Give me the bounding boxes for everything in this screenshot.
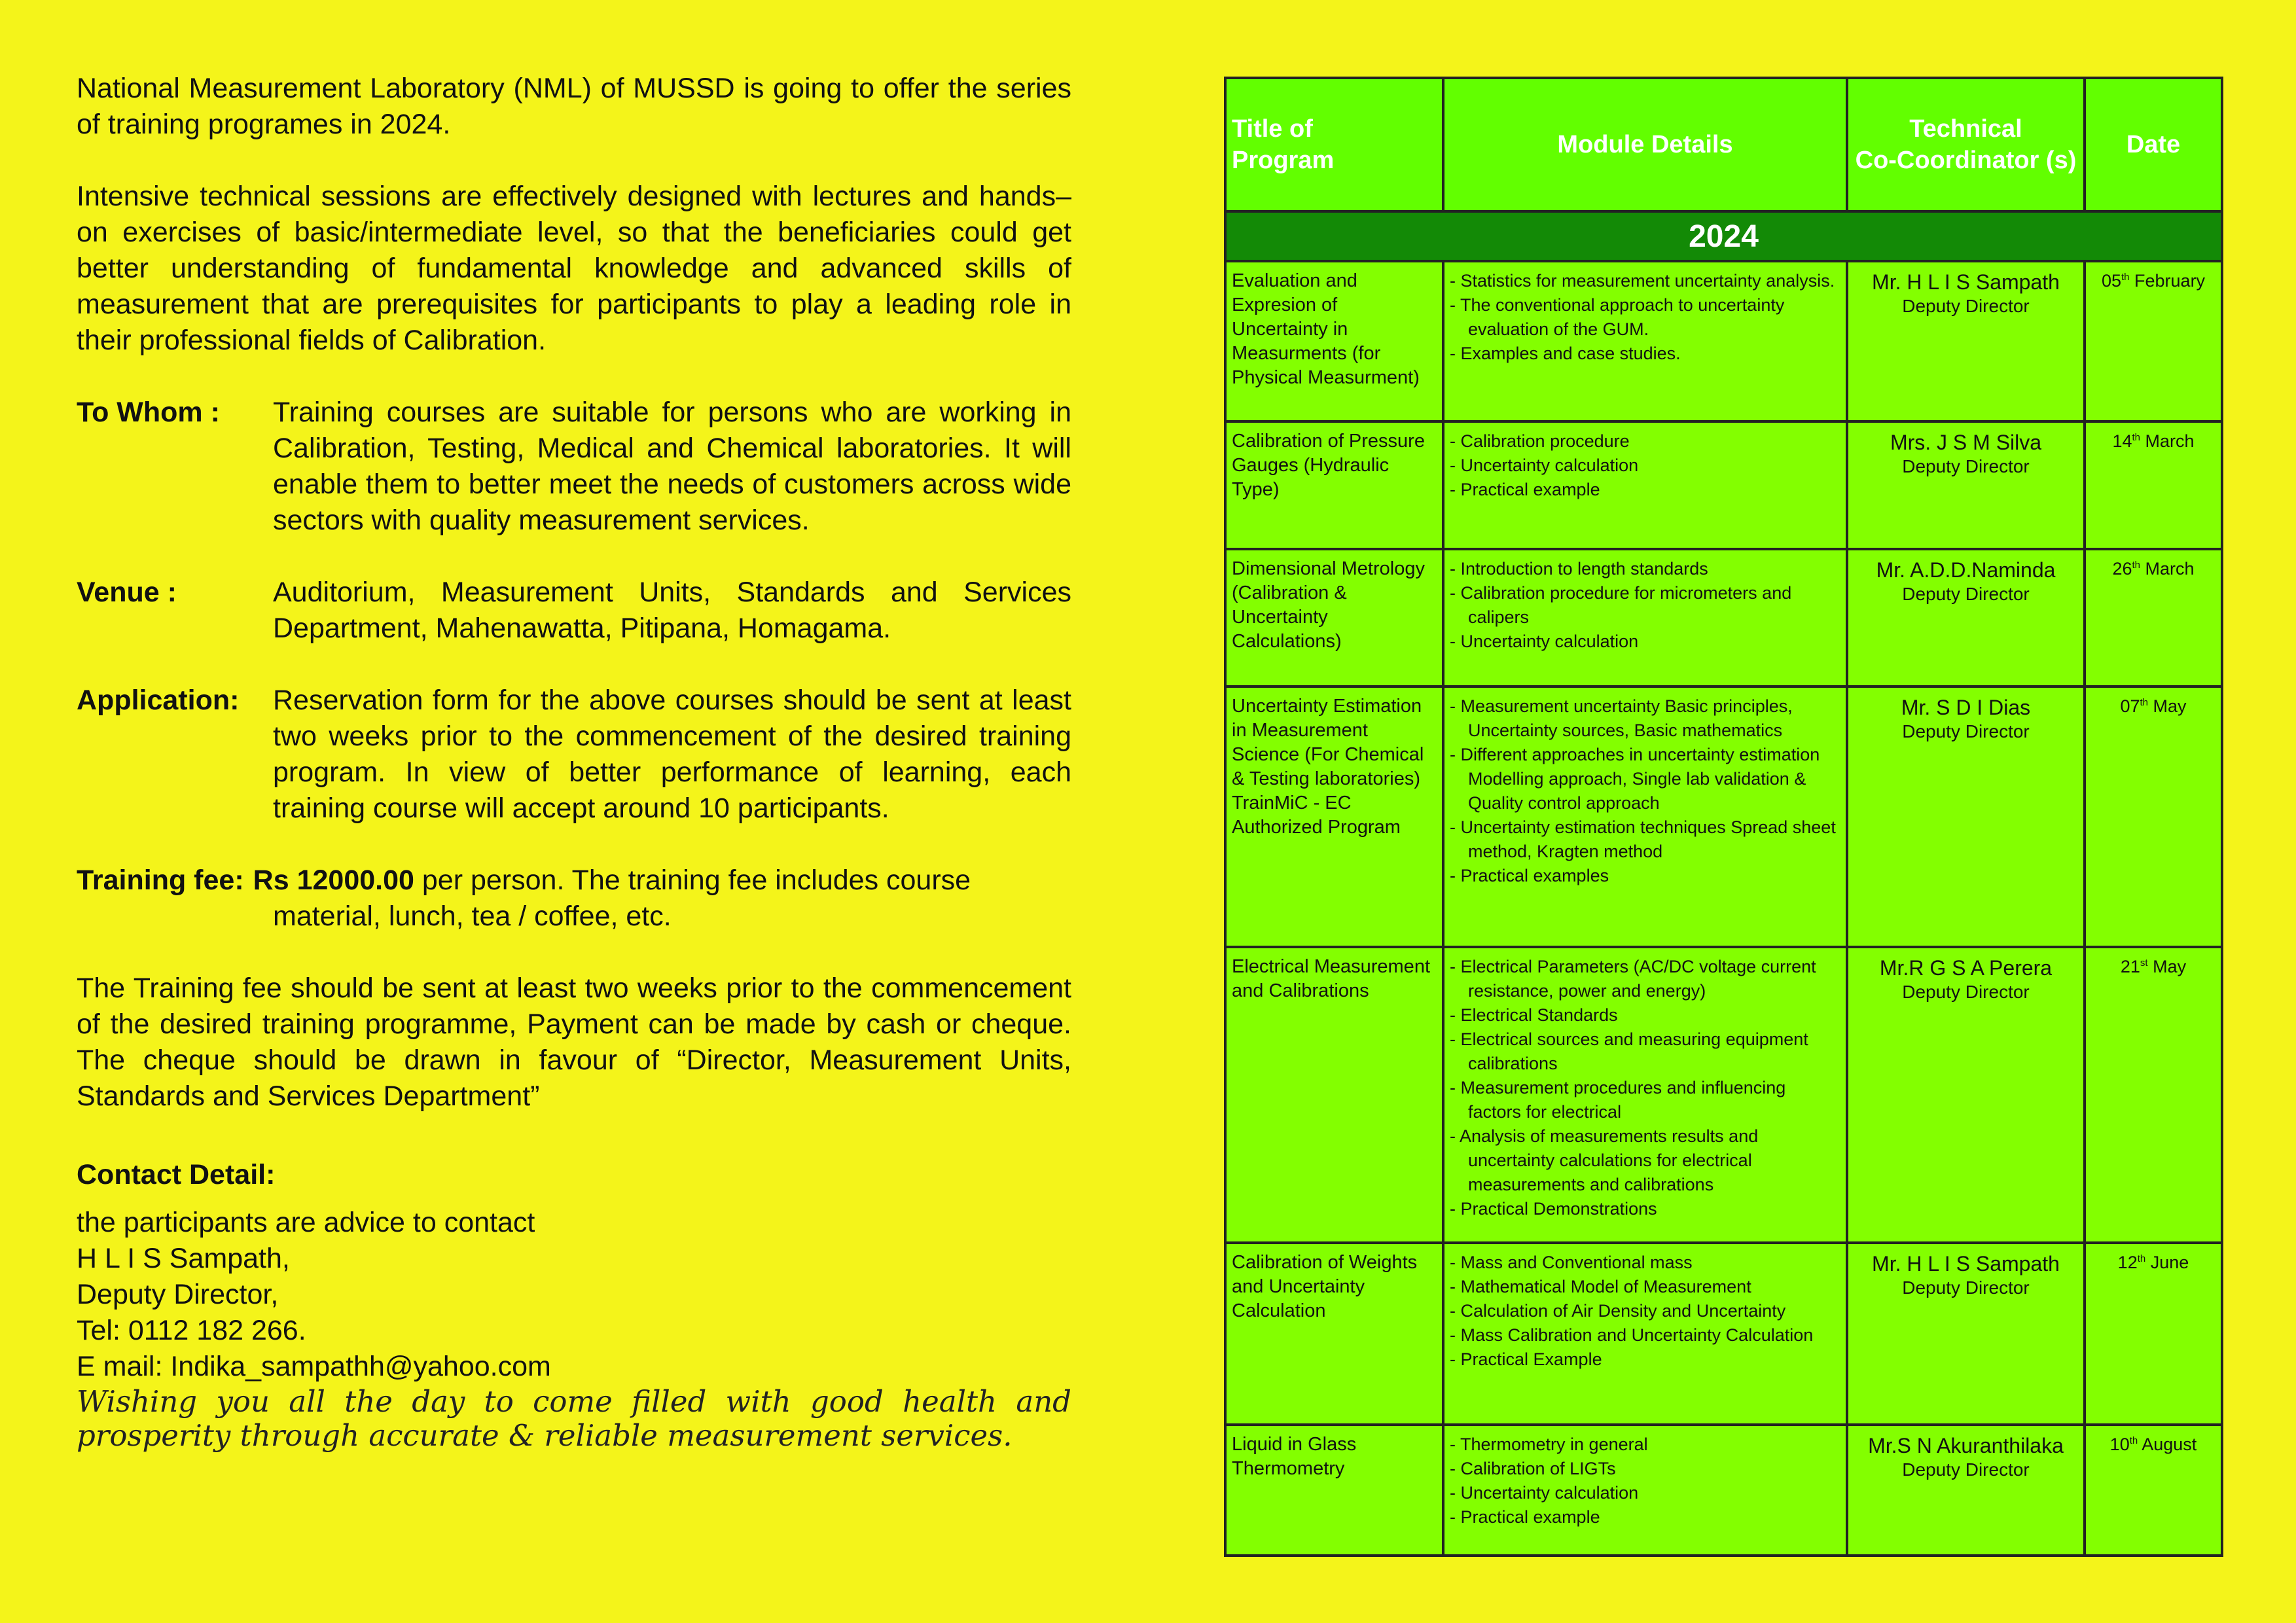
module-item: - Uncertainty estimation techniques Spread sheet method, Kragten method [1450,815,1840,864]
module-item: - Uncertainty calculation [1450,454,1840,478]
date-day: 14 [2112,431,2132,451]
module-list [1450,1433,1840,1529]
to-whom-label: To Whom : [77,397,220,428]
program-date [2085,549,2222,687]
coordinator-role: Deputy Director [1902,456,2030,476]
technical-coordinator [1847,687,2085,947]
date-day: 12 [2117,1253,2138,1272]
coordinator-role: Deputy Director [1902,1459,2030,1480]
venue-section [77,575,1071,647]
contact-name: H L I S Sampath, [77,1243,290,1274]
date-suffix: th [2132,560,2141,571]
program-date [2085,421,2222,549]
year-row [1225,211,2222,261]
module-item: - Practical Example [1450,1347,1840,1372]
date-month: August [2142,1435,2197,1454]
date-day: 05 [2101,271,2121,291]
program-date [2085,947,2222,1243]
module-item: - Examples and case studies. [1450,342,1840,366]
module-item: - Uncertainty calculation [1450,1481,1840,1505]
date-month: March [2145,431,2195,451]
training-fee-inclusions: material, lunch, tea / coffee, etc. [273,901,672,932]
module-item: - Practical Demonstrations [1450,1197,1840,1221]
date-suffix: th [2140,697,2149,708]
module-item: - Electrical Standards [1450,1003,1840,1027]
module-item: - Calibration of LIGTs [1450,1457,1840,1481]
module-item: - Different approaches in uncertainty estimation Modelling approach, Single lab validation & Quality control approach [1450,743,1840,815]
module-details [1443,1243,1847,1425]
to-whom-section [77,395,1071,539]
program-date [2085,1243,2222,1425]
technical-coordinator [1847,947,2085,1243]
application-text: Reservation form for the above courses should be sent at least two weeks prior to the commencement of the desired training program. In view of better performance of learning, each training course will accept around 10 participants. [273,685,1071,824]
program-date [2085,261,2222,421]
date-month: May [2153,696,2187,716]
date-day: 07 [2120,696,2140,716]
date-suffix: st [2140,957,2148,969]
module-list [1450,557,1840,654]
coordinator-role: Deputy Director [1902,296,2030,316]
coordinator-name: Mr. H L I S Sampath [1872,1252,2060,1275]
date-month: May [2153,957,2187,976]
training-fee-text: per person. The training fee includes course [422,865,971,896]
to-whom-text: Training courses are suitable for persons who are working in Calibration, Testing, Medical and Chemical laboratories. It will enable them to better meet the needs of customers across wide sectors with quality measurement services. [273,397,1071,536]
module-item: - Mass and Conventional mass [1450,1251,1840,1275]
coordinator-name: Mr. A.D.D.Naminda [1876,558,2056,582]
module-item: - Practical example [1450,1505,1840,1529]
training-fee-section [77,863,1071,899]
date-suffix: th [2129,1435,2138,1446]
module-item: - Analysis of measurements results and uncertainty calculations for electrical measurements and calibrations [1450,1124,1840,1197]
contact-email[interactable]: E mail: Indika_sampathh@yahoo.com [77,1351,551,1382]
module-item: - Mathematical Model of Measurement [1450,1275,1840,1299]
venue-text: Auditorium, Measurement Units, Standards and Services Department, Mahenawatta, Pitipana, Homagama. [273,577,1071,644]
module-item: - Statistics for measurement uncertainty analysis. [1450,269,1840,293]
table-row [1225,687,2222,947]
technical-coordinator [1847,1425,2085,1556]
technical-coordinator [1847,549,2085,687]
date-day: 10 [2109,1435,2130,1454]
date-suffix: th [2121,272,2130,283]
module-item: - Measurement procedures and influencing factors for electrical [1450,1076,1840,1124]
coordinator-role: Deputy Director [1902,584,2030,604]
table-row [1225,947,2222,1243]
table-row [1225,1243,2222,1425]
application-label: Application: [77,685,240,716]
closing-message: Wishing you all the day to come filled with good health and prosperity through accurate & reliable measurement services. [77,1384,1071,1453]
module-item: - Calibration procedure for micrometers and calipers [1450,581,1840,630]
coordinator-role: Deputy Director [1902,721,2030,741]
program-title: Electrical Measurement and Calibrations [1225,947,1443,1243]
program-title: Calibration of Weights and Uncertainty Calculation [1225,1243,1443,1425]
header-title-of-program: Title of Program [1225,78,1443,211]
date-day: 26 [2112,559,2132,579]
coordinator-name: Mr. H L I S Sampath [1872,270,2060,294]
payment-note: The Training fee should be sent at least two weeks prior to the commencement of the desired training programme, Payment can be made by cash or cheque. The cheque should be drawn in favour of “Director, Measurement Units, Standards and Services Department” [77,972,1071,1112]
module-item: - Introduction to length standards [1450,557,1840,581]
module-details [1443,1425,1847,1556]
header-module-details: Module Details [1443,78,1847,211]
module-list [1450,1251,1840,1372]
date-month: June [2150,1253,2189,1272]
technical-coordinator [1847,421,2085,549]
header-technical-coordinator: Technical Co-Coordinator (s) [1847,78,2085,211]
info-column [77,71,1071,1453]
module-item: - Electrical sources and measuring equipment calibrations [1450,1027,1840,1076]
date-month: March [2145,559,2195,579]
program-title: Evaluation and Expresion of Uncertainty in Measurments (for Physical Measurment) [1225,261,1443,421]
program-title: Uncertainty Estimation in Measurement Science (For Chemical & Testing laboratories) TrainMiC - EC Authorized Program [1225,687,1443,947]
coordinator-name: Mr. S D I Dias [1901,696,2031,719]
table-row [1225,549,2222,687]
module-item: - Calibration procedure [1450,429,1840,454]
contact-phone: Tel: 0112 182 266. [77,1315,306,1346]
module-item: - Electrical Parameters (AC/DC voltage current resistance, power and energy) [1450,955,1840,1003]
sessions-paragraph: Intensive technical sessions are effectively designed with lectures and hands–on exercises of basic/intermediate level, so that the beneficiaries could get better understanding of fundamental knowledge and advanced skills of measurement that are prerequisites for participants to play a leading role in their professional fields of Calibration. [77,181,1071,356]
header-date: Date [2085,78,2222,211]
training-fee-amount: Rs 12000.00 [253,865,414,896]
table-row [1225,421,2222,549]
module-details [1443,549,1847,687]
module-item: - Practical examples [1450,864,1840,888]
technical-coordinator [1847,1243,2085,1425]
venue-label: Venue : [77,577,177,608]
module-list [1450,269,1840,366]
module-details [1443,421,1847,549]
contact-role: Deputy Director, [77,1279,279,1310]
module-details [1443,687,1847,947]
contact-intro: the participants are advice to contact [77,1207,535,1238]
application-section [77,683,1071,827]
training-fee-label: Training fee: [77,865,244,896]
coordinator-name: Mr.S N Akuranthilaka [1868,1434,2064,1457]
module-item: - The conventional approach to uncertainty evaluation of the GUM. [1450,293,1840,342]
training-schedule-table [1224,77,2223,1557]
module-item: - Measurement uncertainty Basic principles, Uncertainty sources, Basic mathematics [1450,694,1840,743]
table-row [1225,261,2222,421]
module-item: - Practical example [1450,478,1840,502]
coordinator-role: Deputy Director [1902,982,2030,1002]
date-suffix: th [2137,1253,2146,1264]
program-date [2085,687,2222,947]
module-item: - Calculation of Air Density and Uncertainty [1450,1299,1840,1323]
date-suffix: th [2132,432,2141,443]
date-month: February [2134,271,2206,291]
program-title: Liquid in Glass Thermometry [1225,1425,1443,1556]
coordinator-name: Mrs. J S M Silva [1890,431,2042,454]
technical-coordinator [1847,261,2085,421]
module-list [1450,429,1840,502]
table-header-row [1225,78,2222,211]
module-item: - Uncertainty calculation [1450,630,1840,654]
contact-heading: Contact Detail: [77,1159,276,1190]
program-title: Dimensional Metrology (Calibration & Uncertainty Calculations) [1225,549,1443,687]
date-day: 21 [2120,957,2140,976]
module-list [1450,955,1840,1221]
intro-paragraph: National Measurement Laboratory (NML) of MUSSD is going to offer the series of training programes in 2024. [77,73,1071,140]
module-item: - Mass Calibration and Uncertainty Calculation [1450,1323,1840,1347]
module-details [1443,261,1847,421]
module-item: - Thermometry in general [1450,1433,1840,1457]
coordinator-role: Deputy Director [1902,1277,2030,1298]
table-row [1225,1425,2222,1556]
module-list [1450,694,1840,888]
module-details [1443,947,1847,1243]
year-label: 2024 [1225,211,2222,261]
program-title: Calibration of Pressure Gauges (Hydraulic Type) [1225,421,1443,549]
coordinator-name: Mr.R G S A Perera [1879,956,2053,980]
program-date [2085,1425,2222,1556]
